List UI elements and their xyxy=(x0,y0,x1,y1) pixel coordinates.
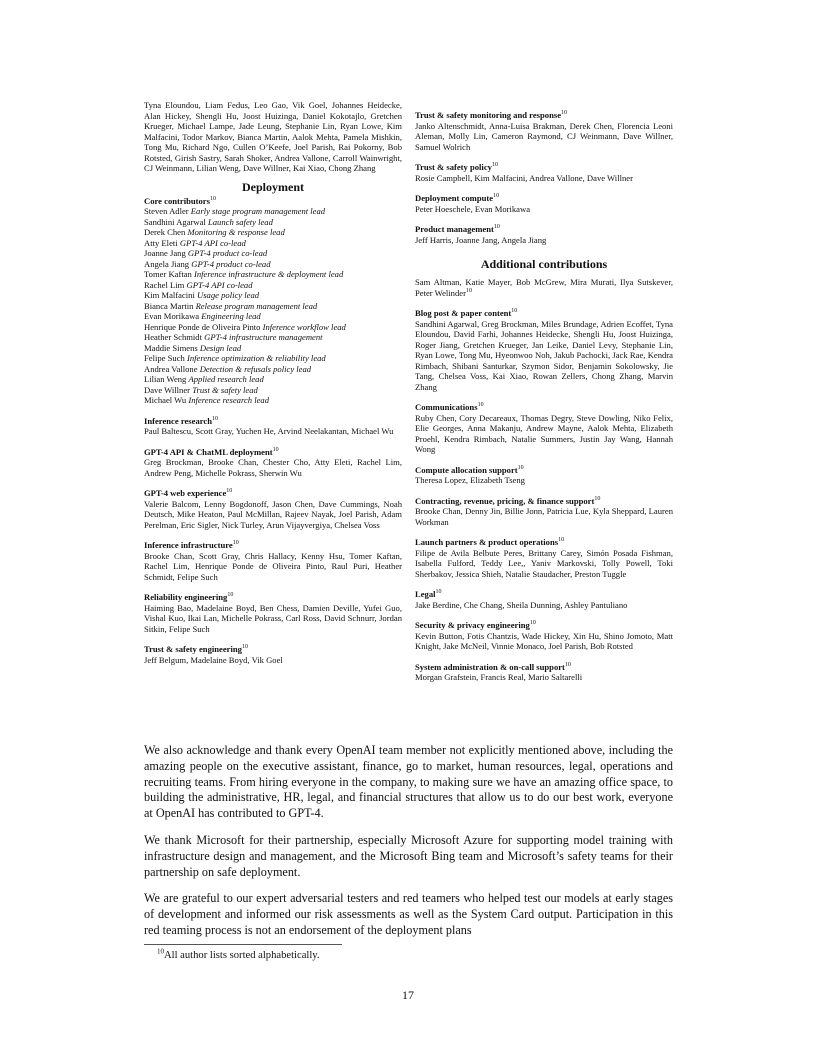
contributor-role: Inference infrastructure & deployment lead xyxy=(194,269,344,279)
group-names: Jeff Harris, Joanne Jang, Angela Jiang xyxy=(415,234,547,245)
contributor-entry xyxy=(144,364,402,375)
footnote-marker: 10 xyxy=(511,308,518,315)
contributor-entry xyxy=(144,290,402,301)
contributor-name: Michael Wu xyxy=(144,395,187,405)
contribution-group xyxy=(415,193,673,214)
footnote-marker: 10 xyxy=(517,464,524,471)
group-heading: GPT-4 web experience$^{10}$ xyxy=(144,488,233,498)
body-paragraph: We also acknowledge and thank every OpenAI team member not explicitly mentioned above, including the amazing people on the executive assistant, finance, go to market, human resources, legal, operations and recruiting teams. From hiring everyone in the company, to making sure we have an amazing office space, to building the administrative, HR, legal, and financial structures that allow us to do our best work, everyone at OpenAI has contributed to GPT-4. xyxy=(144,743,673,821)
contribution-group xyxy=(415,308,673,392)
contributor-role: GPT-4 product co-lead xyxy=(191,258,271,269)
footnote-marker: 10 xyxy=(232,540,239,547)
contributor-entry xyxy=(144,322,402,333)
contributor-entry xyxy=(144,248,402,259)
page-number: 17 xyxy=(402,988,414,1002)
left-column xyxy=(144,100,402,665)
group-heading: Security & privacy engineering$^{10}$ xyxy=(415,620,536,630)
group-names: Filipe de Avila Belbute Peres, Brittany Carey, Simón Posada Fishman, Isabella Fulford, Teddy Lee,, Yaniv Markovski, Tolly Powell, Toki Sherbakov, Jessica Shieh, Natalie Staudacher, Preston Tuggle xyxy=(415,547,673,579)
contributor-role: Release program management lead xyxy=(195,300,318,311)
footnote-marker: 10 xyxy=(491,162,498,169)
right-contribution-groups-bottom xyxy=(415,308,673,683)
footnote-marker: 10 xyxy=(564,661,571,668)
contributor-role: Early stage program management lead xyxy=(190,206,326,216)
contributor-entry xyxy=(144,353,402,364)
contributor-role: Launch safety lead xyxy=(207,216,273,227)
contributor-name: Dave Willner xyxy=(144,384,191,395)
group-names: Haiming Bao, Madelaine Boyd, Ben Chess, Damien Deville, Yufei Guo, Vishal Kuo, Ikai Lan, Michelle Pokrass, Carl Ross, David Schnurr, Jordan Sitkin, Felipe Such xyxy=(144,602,402,634)
group-heading: Contracting, revenue, pricing, & finance support$^{10}$ xyxy=(415,495,601,506)
group-heading: GPT-4 API & ChatML deployment$^{10}$ xyxy=(144,446,279,457)
contributor-name: Evan Morikawa xyxy=(144,311,200,321)
core-contributors-group xyxy=(144,196,402,406)
contributor-entry xyxy=(144,374,402,385)
contributor-name: Maddie Simens xyxy=(144,342,198,353)
contributor-entry xyxy=(144,385,402,396)
footnote-marker: 10 xyxy=(493,193,500,200)
group-heading: Launch partners & product operations$^{10}$ xyxy=(415,537,565,547)
contribution-group xyxy=(144,488,402,530)
contribution-group xyxy=(144,592,402,634)
contribution-group xyxy=(415,620,673,652)
contribution-group xyxy=(415,496,673,528)
contributor-name: Andrea Vallone xyxy=(144,363,198,374)
contributor-name: Steven Adler xyxy=(144,206,189,216)
footnote-marker: 10 xyxy=(227,592,234,599)
contributor-name: Kim Malfacini xyxy=(144,290,195,300)
contributor-role: Inference research lead xyxy=(188,395,270,405)
left-contribution-groups xyxy=(144,416,402,666)
additional-intro-names: Sam Altman, Katie Mayer, Bob McGrew, Mira Murati, Ilya Sutskever, Peter Welinder$^{10}$ xyxy=(415,277,673,298)
additional-contributions-title: Additional contributions xyxy=(480,257,608,271)
footnote-marker: 10 xyxy=(529,620,536,627)
footnote-marker: 10 xyxy=(561,110,568,117)
contributor-role: GPT-4 API co-lead xyxy=(179,237,246,248)
group-heading: Trust & safety engineering$^{10}$ xyxy=(144,644,248,654)
contributor-role: Trust & safety lead xyxy=(192,384,258,395)
contributor-name: Tomer Kaftan xyxy=(144,269,192,279)
contributor-role: Inference optimization & reliability lead xyxy=(186,353,326,363)
group-names: Sandhini Agarwal, Greg Brockman, Miles Brundage, Adrien Ecoffet, Tyna Eloundou, David Farhi, Johannes Heidecke, Shengli Hu, Joost Huizinga, Roger Jiang, Gretchen Krueger, Jan Leike, Daniel Levy, Stephanie Lin, Ryan Lowe, Tong Mu, Hyeonwoo Noh, Jakub Pachocki, Jack Rae, Kendra Rimbach, Shibani Santurkar, Szymon Sidor, Benjamin Sokolowsky, Jie Tang, Chelsea Voss, Kai Xiao, Rowan Zellers, Chong Zhang, Marvin Zhang xyxy=(415,318,673,392)
contribution-group xyxy=(144,416,402,437)
contributor-role: Engineering lead xyxy=(201,311,261,321)
group-names: Rosie Campbell, Kim Malfacini, Andrea Vallone, Dave Willner xyxy=(415,172,633,183)
footnote-marker: 10 xyxy=(272,446,279,453)
contributor-name: Atty Eleti xyxy=(144,237,178,248)
group-names: Brooke Chan, Scott Gray, Chris Hallacy, Kenny Hsu, Tomer Kaftan, Rachel Lim, Henrique Ponde de Oliveira Pinto, Raul Puri, Heather Schmidt, Felipe Such xyxy=(144,550,402,582)
footnote-marker: 10 xyxy=(493,224,500,231)
footnote-marker: 10 xyxy=(594,495,601,502)
group-names: Kevin Button, Fotis Chantzis, Wade Hickey, Xin Hu, Shino Jomoto, Matt Knight, Jake McNeil, Vinnie Monaco, Joel Parish, Bob Rotsted xyxy=(415,630,673,651)
group-heading: Compute allocation support$^{10}$ xyxy=(415,464,524,475)
contributor-entry xyxy=(144,217,402,228)
group-heading: Blog post & paper content$^{10}$ xyxy=(415,308,518,318)
group-heading: Core contributors$^{10}$ xyxy=(144,195,216,206)
footnote xyxy=(157,949,320,962)
group-heading: Reliability engineering$^{10}$ xyxy=(144,592,234,602)
group-names: Peter Hoeschele, Evan Morikawa xyxy=(415,203,531,214)
footnote-rule xyxy=(144,944,342,945)
contributor-entry xyxy=(144,311,402,322)
core-contributors-list xyxy=(144,206,402,406)
contributor-name: Joanne Jang xyxy=(144,248,186,258)
contributor-name: Henrique Ponde de Oliveira Pinto xyxy=(144,321,261,332)
contributor-entry xyxy=(144,332,402,343)
contributor-role: Detection & refusals policy lead xyxy=(199,363,312,374)
footnote-marker: 10 xyxy=(226,488,233,495)
contribution-group xyxy=(415,537,673,579)
group-names: Greg Brockman, Brooke Chan, Chester Cho, Atty Eleti, Rachel Lim, Andrew Peng, Michelle Pokrass, Sherwin Wu xyxy=(144,457,402,478)
group-names: Morgan Grafstein, Francis Real, Mario Saltarelli xyxy=(415,672,583,682)
group-names: Theresa Lopez, Elizabeth Tseng xyxy=(415,475,525,485)
group-names: Jake Berdine, Che Chang, Sheila Dunning, Ashley Pantuliano xyxy=(415,599,628,610)
contributor-entry xyxy=(144,227,402,238)
right-contribution-groups-top xyxy=(415,110,673,245)
contributor-role: Monitoring & response lead xyxy=(187,227,285,237)
contributor-entry xyxy=(144,206,402,217)
contributor-entry xyxy=(144,343,402,354)
contribution-group xyxy=(415,662,673,683)
contribution-group xyxy=(144,540,402,582)
contribution-group xyxy=(415,162,673,183)
contributor-role: Inference workflow lead xyxy=(262,321,346,332)
intro-author-list: Tyna Eloundou, Liam Fedus, Leo Gao, Vik Goel, Johannes Heidecke, Alan Hickey, Shengli Hu, Joost Huizinga, Daniel Kokotajlo, Gretchen Krueger, Michael Lampe, Jade Leung, Stephanie Lin, Ryan Lowe, Kim Malfacini, Todor Markov, Bianca Martin, Aalok Mehta, Pamela Mishkin, Tong Mu, Richard Ngo, Cullen O’Keefe, Joel Parish, Rai Pokorny, Bob Rotsted, Girish Sastry, Sarah Shoker, Andrea Vallone, Carroll Wainwright, CJ Weinmann, Lilian Weng, Dave Willner, Kai Xiao, Chong Zhang xyxy=(144,100,402,173)
contribution-group xyxy=(415,465,673,486)
group-heading: Inference infrastructure$^{10}$ xyxy=(144,540,239,550)
group-heading: System administration & on-call support$^{10}$ xyxy=(415,661,571,672)
group-heading: Deployment compute$^{10}$ xyxy=(415,193,500,203)
contributor-role: GPT-4 product co-lead xyxy=(187,248,268,258)
group-names: Ruby Chen, Cory Decareaux, Thomas Degry, Steve Dowling, Niko Felix, Elie Georges, Anna Makanju, Andrew Mayne, Aalok Mehta, Elizabeth Proehl, Kendra Rimbach, Natalie Summers, Justin Jay Wang, Hannah Wong xyxy=(415,412,673,454)
contributor-role: Design lead xyxy=(199,342,242,353)
contributor-name: Rachel Lim xyxy=(144,279,185,290)
group-heading: Legal$^{10}$ xyxy=(415,589,442,599)
contributor-entry xyxy=(144,280,402,291)
contributor-name: Bianca Martin xyxy=(144,300,194,311)
footnote-marker: 10 xyxy=(465,287,472,294)
footnote-marker: 10 xyxy=(435,589,442,596)
acknowledgements-body xyxy=(144,743,673,950)
footnote-text: All author lists sorted alphabetically. xyxy=(164,950,320,961)
group-names: Brooke Chan, Denny Jin, Billie Jonn, Patricia Lue, Kyla Sheppard, Lauren Workman xyxy=(415,506,673,527)
contributor-name: Derek Chen xyxy=(144,227,186,237)
group-heading: Communications$^{10}$ xyxy=(415,402,484,412)
contributor-name: Lilian Weng xyxy=(144,374,187,384)
contributor-name: Angela Jiang xyxy=(144,258,190,269)
contributor-role: Applied research lead xyxy=(188,374,264,384)
footnote-marker: 10 xyxy=(212,415,219,422)
contributor-entry xyxy=(144,238,402,249)
footnote-marker: 10 xyxy=(241,644,248,651)
group-names: Janko Altenschmidt, Anna-Luisa Brakman, Derek Chen, Florencia Leoni Aleman, Molly Lin, Cameron Raymond, CJ Weinmann, Dave Willner, Samuel Wolrich xyxy=(415,120,673,152)
contribution-group xyxy=(415,402,673,455)
contribution-group xyxy=(415,589,673,610)
group-heading: Product management$^{10}$ xyxy=(415,224,500,234)
footnote-marker: 10 xyxy=(558,537,565,544)
contributor-role: GPT-4 API co-lead xyxy=(186,279,253,290)
group-names: Valerie Balcom, Lenny Bogdonoff, Jason Chen, Dave Cummings, Noah Deutsch, Mike Heaton, Paul McMillan, Rajeev Nayak, Joel Parish, Adam Perelman, Eric Sigler, Nick Turley, Arun Vijayvergiya, Chelsea Voss xyxy=(144,498,402,530)
contributor-entry xyxy=(144,259,402,270)
contributor-role: Usage policy lead xyxy=(197,290,260,300)
group-heading: Trust & safety policy$^{10}$ xyxy=(415,162,498,172)
group-names: Jeff Belgum, Madelaine Boyd, Vik Goel xyxy=(144,654,283,665)
group-names: Paul Baltescu, Scott Gray, Yuchen He, Arvind Neelakantan, Michael Wu xyxy=(144,426,394,436)
contribution-group xyxy=(415,224,673,245)
footnote-marker: 10 xyxy=(477,402,484,409)
contributor-role: GPT-4 infrastructure management xyxy=(204,332,323,342)
contribution-group xyxy=(144,644,402,665)
group-heading: Inference research$^{10}$ xyxy=(144,415,219,426)
footnote-number: 10 xyxy=(157,947,164,956)
contribution-group xyxy=(415,110,673,152)
contributor-entry xyxy=(144,395,402,406)
footnote-marker: 10 xyxy=(209,195,216,202)
contribution-group xyxy=(144,447,402,479)
contributor-name: Sandhini Agarwal xyxy=(144,216,206,227)
deployment-section-title: Deployment xyxy=(242,179,304,194)
group-heading: Trust & safety monitoring and response$^{10}$ xyxy=(415,110,568,120)
right-column xyxy=(415,100,673,683)
contributor-entry xyxy=(144,269,402,280)
body-paragraph: We are grateful to our expert adversarial testers and red teamers who helped test our models at early stages of development and informed our risk assessments as well as the System Card output. Participation in this red teaming process is not an endorsement of the deployment plans xyxy=(144,891,673,937)
contributor-entry xyxy=(144,301,402,312)
contributor-name: Felipe Such xyxy=(144,353,185,363)
contributor-name: Heather Schmidt xyxy=(144,332,202,342)
body-paragraph: We thank Microsoft for their partnership, especially Microsoft Azure for supporting model training with infrastructure design and management, and the Microsoft Bing team and Microsoft’s safety teams for their partnership on safe deployment. xyxy=(144,832,673,879)
